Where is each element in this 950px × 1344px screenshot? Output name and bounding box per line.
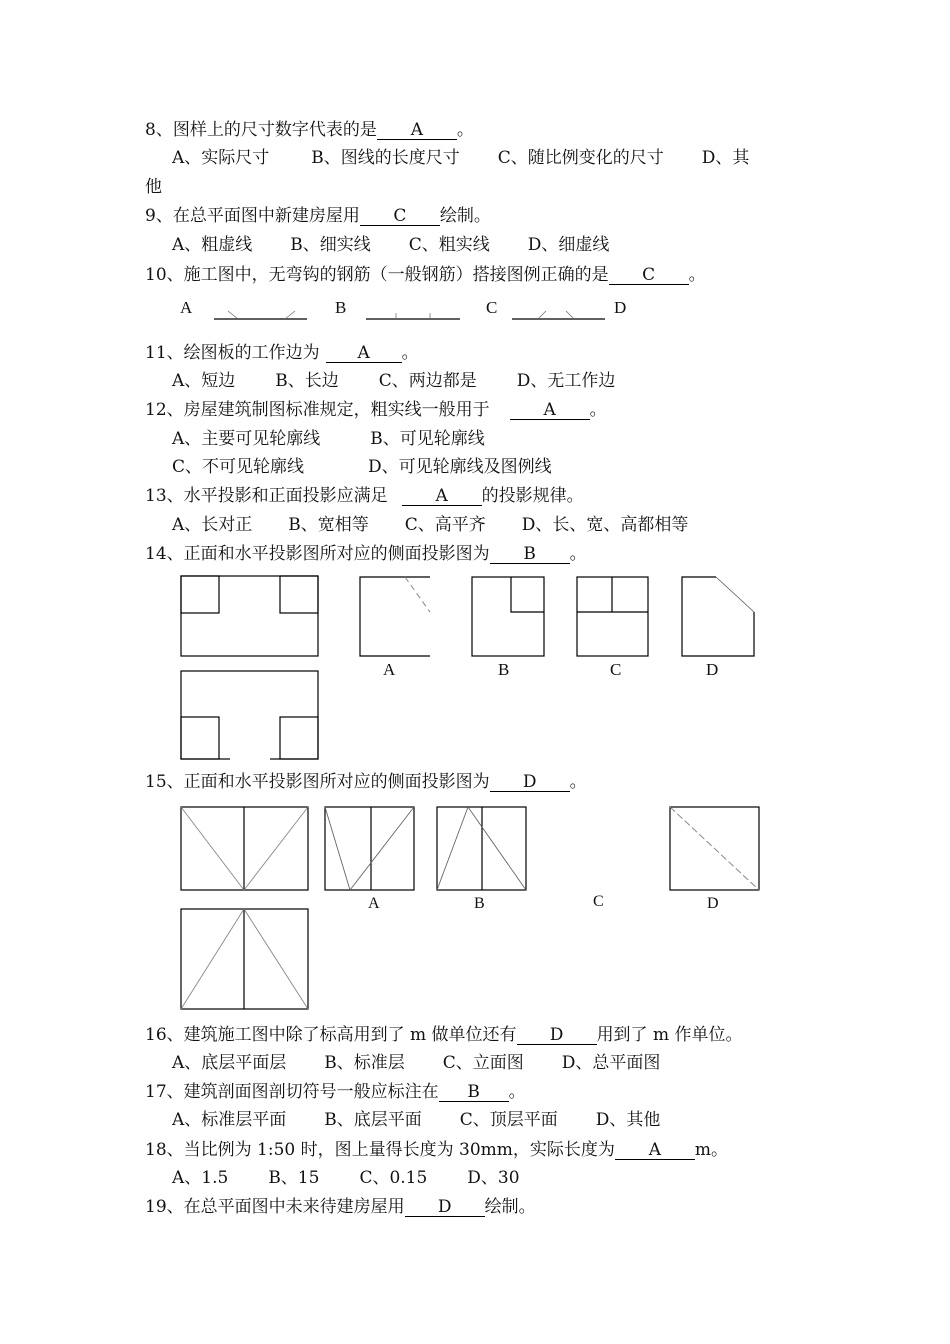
q14-option-c bbox=[577, 577, 648, 656]
q15-option-d bbox=[670, 807, 759, 890]
question-text: 8、图样上的尺寸数字代表的是 bbox=[145, 120, 377, 140]
question-text: 12、房屋建筑制图标准规定，粗实线一般用于 bbox=[145, 400, 490, 420]
option-d: D、总平面图 bbox=[561, 1053, 661, 1073]
question-end: 。 bbox=[589, 400, 607, 420]
option-a: A、实际尺寸 bbox=[172, 148, 270, 168]
q10-figure-a bbox=[214, 311, 307, 319]
fig-label-c: C bbox=[593, 893, 604, 910]
option-b: B、图线的长度尺寸 bbox=[311, 148, 460, 168]
q14-top-view bbox=[181, 671, 318, 759]
question-text: 17、建筑剖面图剖切符号一般应标注在 bbox=[145, 1082, 439, 1102]
fig-label-b: B bbox=[474, 895, 485, 912]
question-end: 。 bbox=[456, 120, 474, 140]
q15-front-view bbox=[181, 807, 308, 890]
question-end: 绘制。 bbox=[484, 1197, 536, 1217]
option-d: D、可见轮廓线及图例线 bbox=[368, 457, 552, 477]
question-end: 。 bbox=[569, 772, 587, 792]
question-end: 。 bbox=[569, 544, 587, 564]
option-c: C、高平齐 bbox=[404, 515, 486, 535]
option-b: B、宽相等 bbox=[288, 515, 369, 535]
q14-option-b bbox=[472, 577, 544, 656]
question-8-wrap: 他 bbox=[145, 177, 162, 197]
fig-label-a: A bbox=[383, 660, 396, 679]
fig-label-a: A bbox=[368, 895, 380, 912]
option-d: D、其他 bbox=[595, 1110, 661, 1130]
answer-blank: A bbox=[402, 487, 482, 506]
q14-option-d bbox=[682, 577, 754, 656]
answer-blank: A bbox=[377, 121, 457, 140]
fig-label-d: D bbox=[707, 895, 719, 912]
option-c: C、立面图 bbox=[442, 1053, 524, 1073]
option-a: A、粗虚线 bbox=[172, 235, 253, 255]
option-b: B、标准层 bbox=[324, 1053, 405, 1073]
question-text: 19、在总平面图中未来待建房屋用 bbox=[145, 1197, 405, 1217]
option-a: A、主要可见轮廓线 bbox=[172, 429, 321, 449]
question-end: 用到了 m 作单位。 bbox=[596, 1025, 743, 1045]
fig-label-a: A bbox=[180, 298, 193, 317]
fig-label-b: B bbox=[335, 298, 347, 317]
fig-label-c: C bbox=[486, 298, 498, 317]
fig-label-c: C bbox=[610, 660, 622, 679]
question-text: 14、正面和水平投影图所对应的侧面投影图为 bbox=[145, 544, 490, 564]
q14-option-a bbox=[360, 577, 430, 656]
answer-blank: C bbox=[360, 207, 440, 226]
option-a: A、1.5 bbox=[172, 1168, 229, 1188]
fig-label-d: D bbox=[706, 660, 719, 679]
q14-front-view bbox=[181, 576, 318, 656]
option-d: D、长、宽、高都相等 bbox=[521, 515, 689, 535]
question-text: 16、建筑施工图中除了标高用到了 m 做单位还有 bbox=[145, 1025, 517, 1045]
fig-label-d: D bbox=[614, 298, 627, 317]
answer-blank: C bbox=[609, 266, 689, 285]
option-a: A、底层平面层 bbox=[172, 1053, 287, 1073]
answer-blank: A bbox=[510, 401, 590, 420]
option-c: C、0.15 bbox=[359, 1168, 428, 1188]
answer-blank: A bbox=[326, 344, 402, 363]
q10-figure-b bbox=[366, 313, 460, 319]
question-end: m。 bbox=[694, 1140, 729, 1160]
option-b: B、15 bbox=[268, 1168, 320, 1188]
question-end: 。 bbox=[401, 343, 419, 363]
option-a: A、短边 bbox=[172, 371, 236, 391]
option-c: C、不可见轮廓线 bbox=[172, 457, 305, 477]
option-d: D、细虚线 bbox=[527, 235, 610, 255]
q15-option-a bbox=[325, 807, 414, 890]
q15-option-b bbox=[437, 807, 526, 890]
option-b: B、长边 bbox=[275, 371, 339, 391]
option-b: B、可见轮廓线 bbox=[370, 429, 485, 449]
answer-blank: D bbox=[405, 1198, 485, 1217]
question-end: 绘制。 bbox=[439, 206, 491, 226]
option-c: C、粗实线 bbox=[408, 235, 490, 255]
question-text: 18、当比例为 1:50 时，图上量得长度为 30mm，实际长度为 bbox=[145, 1140, 615, 1160]
fig-label-b: B bbox=[498, 660, 510, 679]
option-c: C、两边都是 bbox=[378, 371, 477, 391]
question-end: 。 bbox=[508, 1082, 526, 1102]
question-end: 。 bbox=[688, 265, 706, 285]
option-d: D、其 bbox=[701, 148, 750, 168]
q10-figure-c bbox=[512, 311, 605, 319]
question-text: 11、绘图板的工作边为 bbox=[145, 343, 320, 363]
answer-blank: A bbox=[615, 1141, 695, 1160]
option-d: D、无工作边 bbox=[516, 371, 616, 391]
option-d: D、30 bbox=[467, 1168, 520, 1188]
answer-blank: D bbox=[517, 1026, 597, 1045]
answer-blank: B bbox=[490, 545, 570, 564]
option-a: A、标准层平面 bbox=[172, 1110, 287, 1130]
answer-blank: D bbox=[490, 773, 570, 792]
answer-blank: B bbox=[439, 1083, 509, 1102]
question-text: 13、水平投影和正面投影应满足 bbox=[145, 486, 388, 506]
option-c: C、随比例变化的尺寸 bbox=[497, 148, 664, 168]
option-c: C、顶层平面 bbox=[459, 1110, 558, 1130]
question-end: 的投影规律。 bbox=[481, 486, 584, 506]
question-text: 10、施工图中，无弯钩的钢筋（一般钢筋）搭接图例正确的是 bbox=[145, 265, 609, 285]
question-text: 9、在总平面图中新建房屋用 bbox=[145, 206, 360, 226]
option-a: A、长对正 bbox=[172, 515, 253, 535]
option-b: B、细实线 bbox=[290, 235, 371, 255]
question-text: 15、正面和水平投影图所对应的侧面投影图为 bbox=[145, 772, 490, 792]
option-b: B、底层平面 bbox=[324, 1110, 422, 1130]
q15-top-view bbox=[181, 909, 308, 1009]
